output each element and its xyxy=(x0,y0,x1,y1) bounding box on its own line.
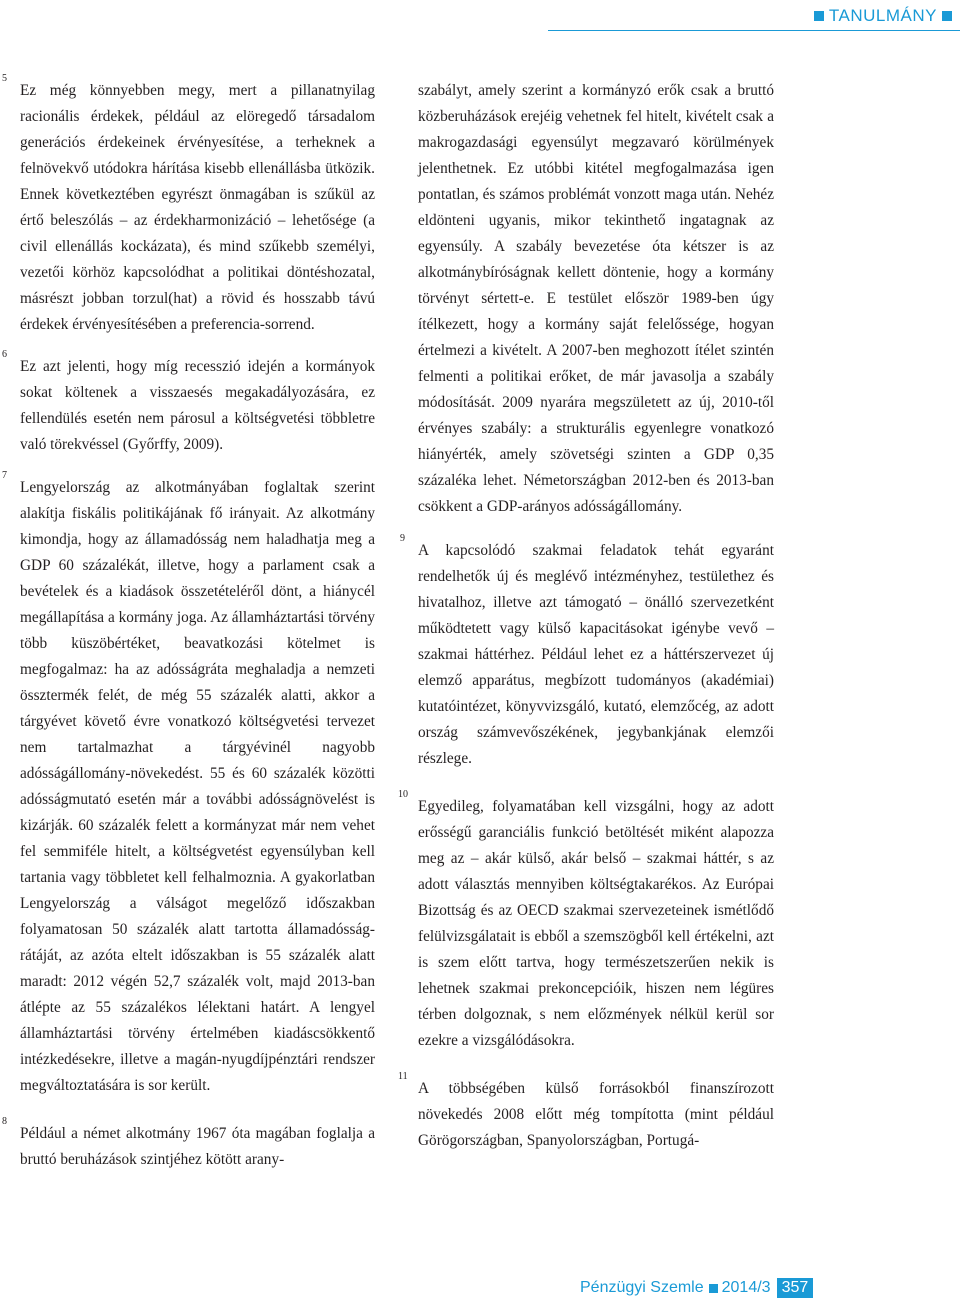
header-rule xyxy=(548,30,960,31)
journal-title: Pénzügyi Szemle xyxy=(580,1279,704,1296)
page-footer xyxy=(580,1278,813,1298)
footnote-text: A többségében külső forrásokból finanszírozott növekedés 2008 előtt még tompította (mint például Görögországban, Spanyolországban, Portugá- xyxy=(418,1080,774,1149)
footnote-number: 9 xyxy=(400,533,405,544)
footnote-number: 11 xyxy=(398,1071,408,1082)
footnote-text: szabályt, amely szerint a kormányzó erők csak a bruttó közberuházások erejéig vehetnek fel hitelt, kivételt csak a makrogazdasági egyensúlyt megzavaró körülmények jelenthetnek. Ez utóbbi kitétel megfogalmazása igen pontatlan, és számos problémát vonzott maga után. Nehéz eldönteni ugyanis, mikor tekinthető ingatagnak az egyensúly. A szabály bevezetése óta kétszer is az alkotmánybíróságnak kellett döntenie, hogy a kormány törvényt sértett-e. E testület először 1989-ben úgy ítélkezett, hogy a kormány saját felelőssége, hogyan értelmezi a kivételt. A 2007-ben meghozott ítélet szintén felmenti a politikai erőket, de már javasolja a szabály módosítását. 2009 nyarára megszületett az új, 2010-től érvényes szabály: a strukturális egyenlegre vonatkozó hiányérték, amely szövetségi szinten a GDP 0,35 százaléka lehet. Németországban 2012-ben és 2013-ban csökkent a GDP-arányos adósságállomány. xyxy=(418,82,774,515)
footnote-6 xyxy=(2,349,375,458)
footnote-8-continuation xyxy=(418,78,774,520)
square-bullet-icon xyxy=(709,1284,718,1293)
footnote-text: Egyedileg, folyamatában kell vizsgálni, hogy az adott erősségű garanciális funkció betöltését miként alapozza meg az – akár külső, akár belső – szakmai háttér, s az adott választás mennyiben költségtakarékos. Az Európai Bizottság és az OECD szakmai szervezeteinek ismétlődő felülvizsgálatait is ebből a szemszögből kell értékelni, azt is szem előtt tartva, hogy természetszerűen nekik is lehetnek szakmai prekoncepcióik, hiszen nem légüres térben dolgoznak, s nem előzmények nélkül kerül sor ezekre a vizsgálódásokra. xyxy=(418,798,774,1049)
footnote-text: Ez azt jelenti, hogy míg recesszió idején a kormányok sokat költenek a visszaesés megakadályozására, ez fellendülés esetén nem párosul a költségvetési többletre való törekvéssel (Győrffy, 2009). xyxy=(20,358,375,453)
footnote-number: 5 xyxy=(2,73,7,84)
section-title: TANULMÁNY xyxy=(828,6,937,25)
footnote-text: Lengyelország az alkotmányában foglaltak szerint alakítja fiskális politikájának fő irányait. Az alkotmány kimondja, hogy az államadósság nem haladhatja meg a GDP 60 százalékát, illetve, hogy a parlament csak a bevételek és a kiadások összetételéről dönt, a hiánycél megállapítása a kormány joga. Az államháztartási törvény több küszöbértéket, beavatkozási kötelmet is megfogalmaz: ha az adósságráta meghaladja a nemzeti össztermék felét, de még 55 százalék alatti, akkor a tárgyévet követő évre vonatkozó költségvetési tervezet nem tartalmazhat a tárgyévinél nagyobb adósságállomány-növekedést. 55 és 60 százalék közötti adósságmutató esetén már a további adósságnövelést is kizárják. 60 százalék felett a kormányzat már nem vehet fel semmiféle hitelt, a költségvetést egyensúlyban kell tartania vagy többletet kell felhalmoznia. A gyakorlatban Lengyelország a válságot megelőző időszakban folyamatosan 50 százalék alatt tartotta államadósság-rátáját, az azóta eltelt időszakban is 55 százalék alatt maradt: 2012 végén 52,7 százalék volt, majd 2013-ban átlépte az 55 százalékos lélektani határt. A lengyel államháztartási törvény értelmében kiadáscsökkentő intézkedésekre, illetve a magán-nyugdíjpénztári rendszer megváltoztatására is sor került. xyxy=(20,479,375,1094)
footnote-8 xyxy=(2,1116,375,1173)
issue-number: 2014/3 xyxy=(721,1279,771,1296)
footnote-number: 8 xyxy=(2,1116,7,1127)
section-header xyxy=(814,4,960,28)
footnote-number: 10 xyxy=(398,789,408,800)
footnote-5 xyxy=(2,73,375,338)
footnote-11 xyxy=(398,1071,774,1154)
footnote-number: 6 xyxy=(2,349,7,360)
footnote-text: A kapcsolódó szakmai feladatok tehát egyaránt rendelhetők új és meglévő intézményhez, testülethez és hivatalhoz, illetve azt támogató – önálló szervezetként működtetett vagy külső kapacitásokat igénybe vevő – szakmai háttérhez. Például lehet ez a háttérszervezet új elemző apparátus, megbízott tudományos (akadémiai) kutatóintézet, könyvvizsgáló, kutató, elemzőcég, az adott ország számvevőszékének, jegybankjának elemzői részlege. xyxy=(418,542,774,767)
footnote-text: Ez még könnyebben megy, mert a pillanatnyilag racionális érdekek, például az elöregedő társadalom generációs érdekeinek érvényesítése, a terheknek a felnövekvő utódokra hárítása kisebb ellenállásba ütközik. Ennek következtében egyrészt önmagában is szűkül az értő beleszólás – az érdekharmonizáció – lehetősége (a civil ellenállás kockázata), és mind szűkebb személyi, vezetői körhöz kapcsolódhat a politikai döntéshozatal, másrészt jobban torzul(hat) a rövid és hosszabb távú érdekek érvényesítésében a preferencia-sorrend. xyxy=(20,82,375,333)
footnote-number: 7 xyxy=(2,470,7,481)
left-column xyxy=(2,73,375,1173)
square-bullet-icon xyxy=(942,11,952,21)
right-column xyxy=(398,78,774,1154)
square-bullet-icon xyxy=(814,11,824,21)
footnote-7 xyxy=(2,470,375,1099)
footnote-text: Például a német alkotmány 1967 óta magában foglalja a bruttó beruházások szintjéhez kötött arany- xyxy=(20,1125,375,1168)
footnote-10 xyxy=(398,789,774,1054)
footnote-9 xyxy=(400,533,774,772)
page-number: 357 xyxy=(777,1278,814,1298)
